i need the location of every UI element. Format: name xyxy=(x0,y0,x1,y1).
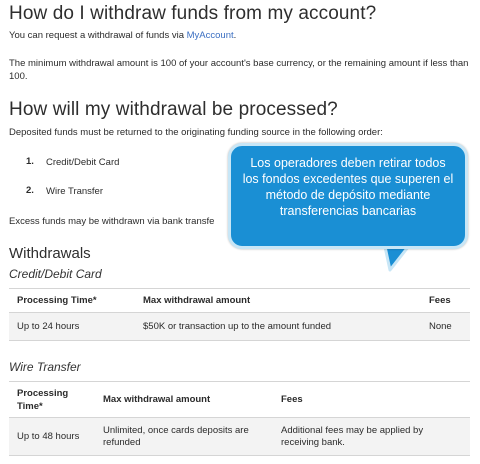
cell-processing-time: Up to 24 hours xyxy=(17,321,80,332)
cell-max-amount: $50K or transaction up to the amount funded xyxy=(143,321,332,332)
col-fees: Fees xyxy=(281,394,303,405)
cell-fees: Additional fees may be applied by receiving bank. xyxy=(281,424,424,448)
step-1-number: 1. xyxy=(26,156,34,167)
card-withdrawal-table xyxy=(9,288,470,341)
request-text: You can request a withdrawal of funds via xyxy=(9,30,187,41)
step-2-label: Wire Transfer xyxy=(46,186,104,197)
step-2-number: 2. xyxy=(26,185,34,196)
col-max-amount: Max withdrawal amount xyxy=(103,394,211,405)
withdrawals-heading: Withdrawals xyxy=(9,245,91,262)
order-intro: Deposited funds must be returned to the originating funding source in the following order: xyxy=(9,127,383,138)
callout-bubble xyxy=(228,143,468,249)
table-header-row xyxy=(9,289,470,313)
col-processing-time: Processing Time* xyxy=(17,295,97,306)
table-header-row xyxy=(9,382,470,418)
myaccount-link[interactable]: MyAccount xyxy=(186,30,234,41)
heading-withdraw-funds: How do I withdraw funds from my account? xyxy=(9,3,377,24)
wire-withdrawal-table xyxy=(9,381,470,456)
cell-processing-time: Up to 48 hours xyxy=(17,430,80,442)
cell-fees: None xyxy=(429,321,452,332)
minimum-amount-paragraph: The minimum withdrawal amount is 100 of your account's base currency, or the remaining amount if less than 100. xyxy=(9,58,469,82)
callout-text: Los operadores deben retirar todos los fondos excedentes que superen el método de depósito mediante transferencias bancarias xyxy=(242,156,454,218)
col-fees: Fees xyxy=(429,295,451,306)
request-paragraph xyxy=(9,29,236,42)
heading-withdrawal-processed: How will my withdrawal be processed? xyxy=(9,99,338,120)
cell-max-amount: Unlimited, once cards deposits are refunded xyxy=(103,424,249,448)
request-end: . xyxy=(233,30,237,41)
table-row xyxy=(9,418,470,456)
step-1-label: Credit/Debit Card xyxy=(46,157,120,168)
wire-subtitle: Wire Transfer xyxy=(9,360,81,374)
card-subtitle: Credit/Debit Card xyxy=(9,267,102,281)
table-row xyxy=(9,313,470,341)
excess-funds-text: Excess funds may be withdrawn via bank transfe xyxy=(9,216,215,227)
col-processing-time: Processing Time* xyxy=(17,387,69,412)
col-max-amount: Max withdrawal amount xyxy=(143,295,251,306)
